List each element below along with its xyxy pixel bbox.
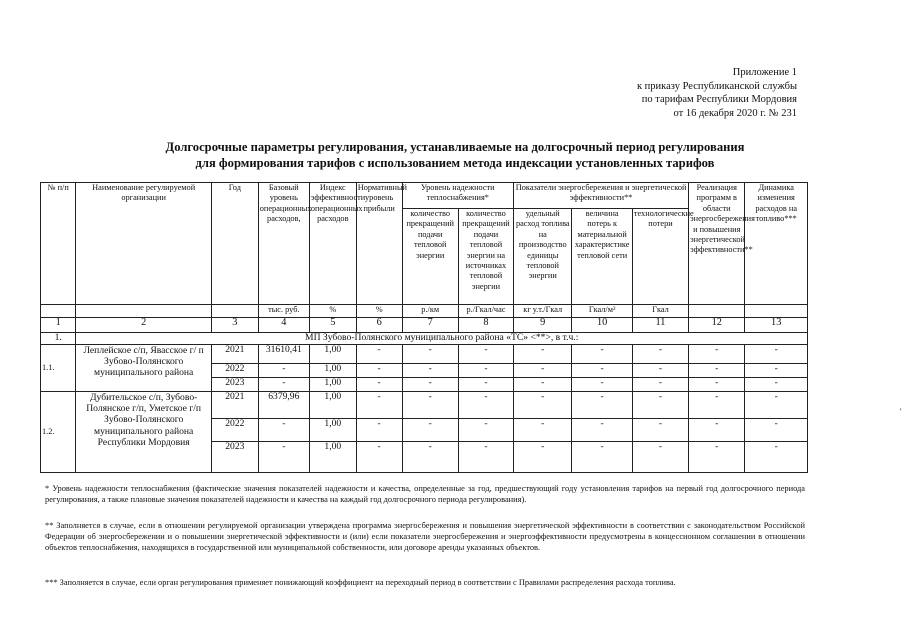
base-costs-cell: 31610,41 [258,345,309,364]
year-cell: 2022 [211,419,258,442]
margin-mark: ' [900,407,902,416]
col-number: 12 [689,318,745,333]
value-cell: - [572,345,632,364]
header-loss-ratio: величина потерь к материальной характеристике тепловой сети [572,209,632,305]
value-cell: - [632,378,688,392]
base-costs-cell: - [258,378,309,392]
value-cell: - [356,442,402,473]
col-number: 2 [76,318,211,333]
group-number: 1.1. [41,345,76,392]
value-cell: - [402,392,458,419]
unit-cell: тыс. руб. [258,305,309,318]
value-cell: - [356,378,402,392]
header-num: № п/п [41,183,76,305]
value-cell: - [402,419,458,442]
col-number: 5 [309,318,356,333]
base-costs-cell: - [258,364,309,378]
parameters-table [40,182,808,473]
value-cell: - [356,392,402,419]
value-cell: - [402,442,458,473]
value-cell: - [402,378,458,392]
value-cell: - [356,364,402,378]
unit-cell: кг у.т./Гкал [514,305,572,318]
value-cell: - [514,442,572,473]
value-cell: - [745,442,808,473]
footnote-reliability: * Уровень надежности теплоснабжения (фактические значения показателей надежности и качества, определенные за год, предшествующий году установления тарифов на первый год долгосрочного периода регулирования, а также плановые значения показателей надежности и качества на каждый год долгосрочного периода регулирования). [45,484,805,505]
value-cell: - [458,392,513,419]
value-cell: - [458,442,513,473]
efficiency-index-cell: 1,00 [309,345,356,364]
header-programs: Реализация программ в области энергосбережения и повышения энергетической эффективности** [689,183,745,305]
value-cell: - [632,364,688,378]
efficiency-index-cell: 1,00 [309,419,356,442]
year-cell: 2021 [211,392,258,419]
appendix-line: к приказу Республиканской службы [636,80,797,92]
column-numbers-row [41,318,808,333]
header-year: Год [211,183,258,305]
value-cell: - [689,378,745,392]
value-cell: - [458,378,513,392]
header-reliability: Уровень надежности теплоснабжения* [402,183,514,209]
value-cell: - [745,392,808,419]
base-costs-cell: 6379,96 [258,392,309,419]
value-cell: - [402,345,458,364]
value-cell: - [514,419,572,442]
col-number: 11 [632,318,688,333]
footnote-energy: ** Заполняется в случае, если в отношении регулируемой организации утверждена программа энергосбережения и повышения энергетической эффективности в соответствии с законодательством Российской Федерации об энергосбережении и о повышении энергетической эффективности и (или) если показатели энергосбережения и энергоэффективности предусмотрены в концессионном соглашении в отношении объектов теплоснабжения, находящихся в государственной или муниципальной собственности, или договоре аренды указанных объектов. [45,521,805,553]
base-costs-cell: - [258,442,309,473]
table-row [41,345,808,364]
value-cell: - [689,392,745,419]
col-number: 7 [402,318,458,333]
value-cell: - [356,345,402,364]
value-cell: - [356,419,402,442]
efficiency-index-cell: 1,00 [309,392,356,419]
value-cell: - [689,419,745,442]
header-tech-losses: технологические потери [632,209,688,305]
value-cell: - [632,345,688,364]
value-cell: - [572,419,632,442]
value-cell: - [572,442,632,473]
section-number: 1. [41,333,76,345]
col-number: 1 [41,318,76,333]
value-cell: - [745,378,808,392]
value-cell: - [572,392,632,419]
value-cell: - [632,392,688,419]
header-org: Наименование регулируемой организации [76,183,211,305]
organization-name: Леплейское с/п, Явасское г/ п Зубово-Полянского муниципального района [76,345,211,392]
unit-cell [745,305,808,318]
table-row [41,392,808,419]
footnote-fuel: *** Заполняется в случае, если орган регулирования применяет понижающий коэффициент на переходный период в соответствии с Правилами распределения расхода топлива. [45,578,676,587]
value-cell: - [689,345,745,364]
unit-cell: Гкал [632,305,688,318]
year-cell: 2023 [211,442,258,473]
value-cell: - [514,392,572,419]
col-number: 10 [572,318,632,333]
title-line: для формирования тарифов с использованием метода индексации установленных тарифов [195,156,715,170]
header-base-costs: Базовый уровень операционных расходов, [258,183,309,305]
value-cell: - [458,419,513,442]
value-cell: - [514,364,572,378]
year-cell: 2022 [211,364,258,378]
appendix-line: по тарифам Республики Мордовия [641,94,797,105]
col-number: 8 [458,318,513,333]
section-label: МП Зубово-Полянского муниципального района «ТС» <**>, в т.ч.: [76,333,808,345]
value-cell: - [402,364,458,378]
group-number: 1.2. [41,392,76,473]
section-row [41,333,808,345]
value-cell: - [458,364,513,378]
value-cell: - [458,345,513,364]
unit-cell: р./Гкал/час [458,305,513,318]
efficiency-index-cell: 1,00 [309,378,356,392]
value-cell: - [689,442,745,473]
header-norm-profit: Нормативный уровень прибыли [356,183,402,305]
value-cell: - [745,345,808,364]
value-cell: - [689,364,745,378]
title-line: Долгосрочные параметры регулирования, устанавливаемые на долгосрочный период регулирования [165,140,745,154]
efficiency-index-cell: 1,00 [309,442,356,473]
header-fuel-consumption: удельный расход топлива на производство единицы тепловой энергии [514,209,572,305]
appendix-line: Приложение 1 [732,67,797,78]
col-number: 4 [258,318,309,333]
col-number: 9 [514,318,572,333]
unit-cell: р./км [402,305,458,318]
header-fuel-dynamics: Динамика изменения расходов на топливо*** [745,183,808,305]
col-number: 13 [745,318,808,333]
value-cell: - [514,378,572,392]
efficiency-index-cell: 1,00 [309,364,356,378]
header-interruptions: количество прекращений подачи тепловой энергии [402,209,458,305]
appendix-line: от 16 декабря 2020 г. № 231 [673,107,797,119]
unit-cell: % [309,305,356,318]
year-cell: 2021 [211,345,258,364]
group-rows [41,345,808,473]
col-number: 6 [356,318,402,333]
value-cell: - [632,419,688,442]
value-cell: - [514,345,572,364]
organization-name: Дубительское с/п, Зубово-Полянское г/п, Уметское г/п Зубово-Полянского муниципального района Республики Мордовия [76,392,211,473]
value-cell: - [632,442,688,473]
value-cell: - [745,364,808,378]
unit-cell: Гкал/м² [572,305,632,318]
value-cell: - [572,364,632,378]
unit-cell [689,305,745,318]
header-efficiency-index: Индекс эффективности операционных расходов [309,183,356,305]
value-cell: - [572,378,632,392]
base-costs-cell: - [258,419,309,442]
unit-cell: % [356,305,402,318]
header-interruptions-sources: количество прекращений подачи тепловой энергии на источниках тепловой энергии [458,209,513,305]
year-cell: 2023 [211,378,258,392]
col-number: 3 [211,318,258,333]
header-energy-efficiency: Показатели энергосбережения и энергетической эффективности** [514,183,689,209]
value-cell: - [745,419,808,442]
document-title [60,139,850,171]
units-row [41,305,808,318]
appendix-block [517,66,797,120]
